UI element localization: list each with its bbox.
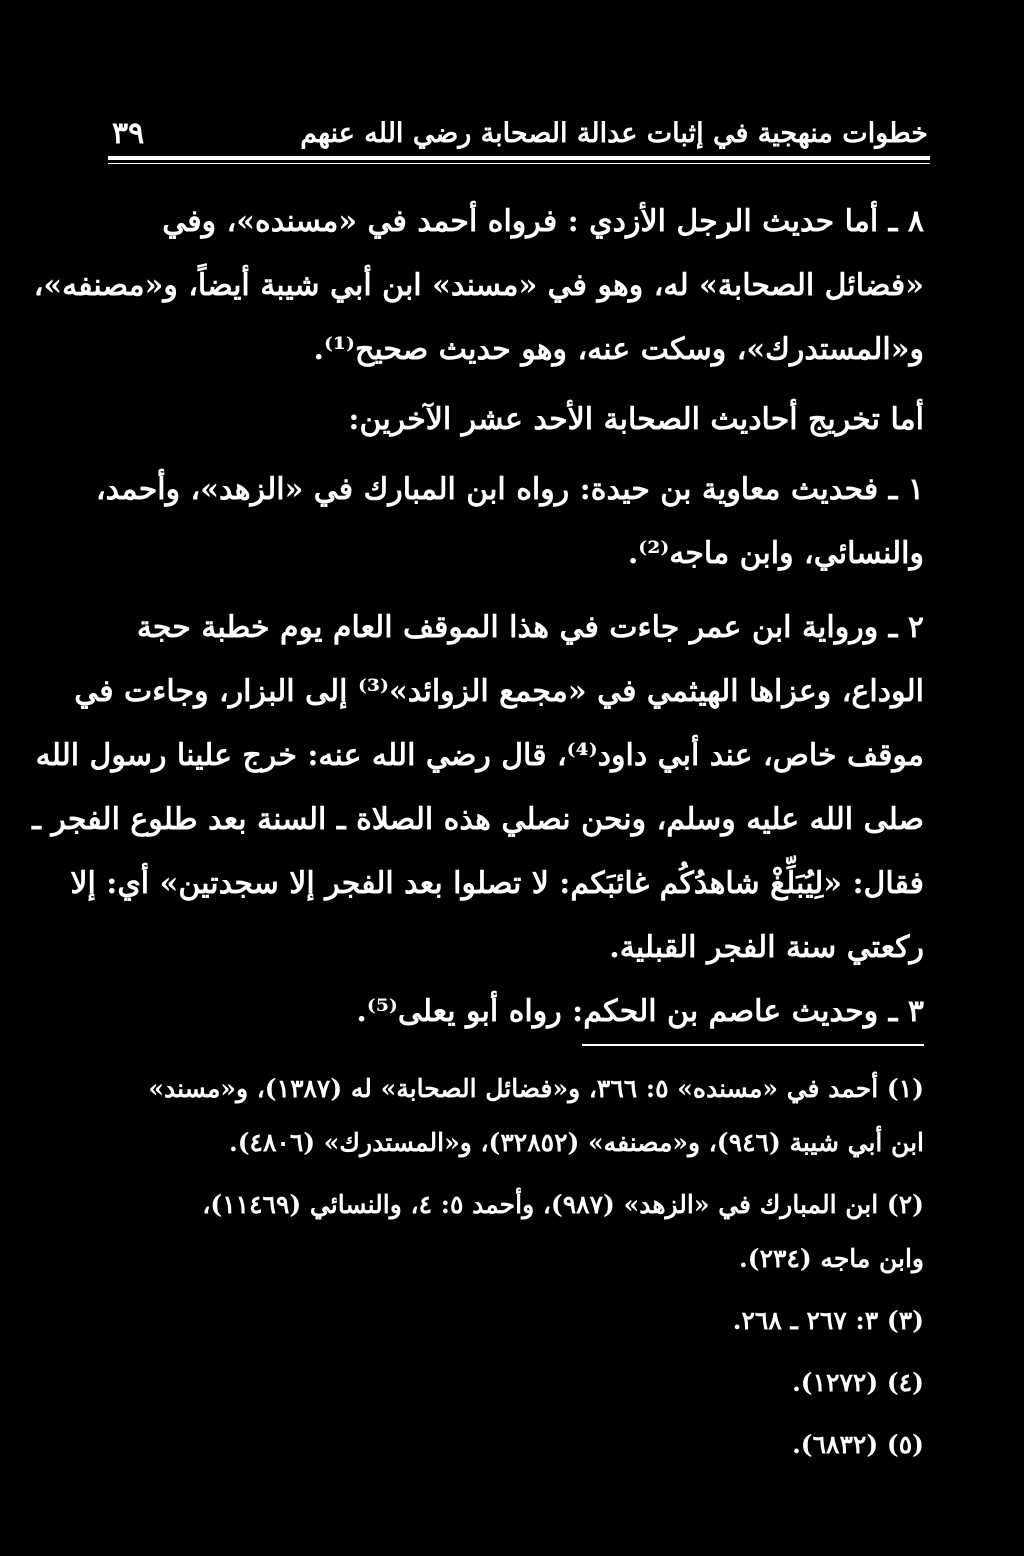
footnote-line: وابن ماجه (٢٣٤). [739,1244,924,1273]
body-line: ٣ ـ وحديث عاصم بن الحكم: رواه أبو يعلى⁽⁵⁾. [356,994,924,1029]
header-rule-thin [108,163,930,164]
body-line: ٢ ـ ورواية ابن عمر جاءت في هذا الموقف العام يوم خطبة حجة [136,610,924,645]
running-header [108,110,928,154]
body-line: ١ ـ فحديث معاوية بن حيدة: رواه ابن المبارك في «الزهد»، وأحمد، [95,472,924,507]
footnote-separator [582,1044,924,1046]
body-line: صلى الله عليه وسلم، ونحن نصلي هذه الصلاة ـ السنة بعد طلوع الفجر ـ [32,802,924,837]
footnotes [106,1062,924,1472]
page-number: ٣٩ [112,116,145,151]
body-line: أما تخريج أحاديث الصحابة الأحد عشر الآخرين: [348,402,924,437]
footnote-line: (٢) ابن المبارك في «الزهد» (٩٨٧)، وأحمد ٥: ٤، والنسائي (١١٤٦٩)، [202,1190,924,1219]
body-line: و«المستدرك»، وسكت عنه، وهو حديث صحيح⁽¹⁾. [313,332,924,367]
body-text [32,190,924,1044]
footnote-line: ابن أبي شيبة (٩٤٦)، و«مصنفه» (٣٢٨٥٢)، و«المستدرك» (٤٨٠٦). [228,1128,924,1157]
body-line: موقف خاص، عند أبي داود⁽⁴⁾، قال رضي الله عنه: خرج علينا رسول الله [35,738,924,773]
footnote-line: (١) أحمد في «مسنده» ٥: ٣٦٦، و«فضائل الصحابة» له (١٣٨٧)، و«مسند» [148,1074,924,1103]
body-line: والنسائي، وابن ماجه⁽²⁾. [627,536,924,571]
body-line: «فضائل الصحابة» له، وهو في «مسند» ابن أبي شيبة أيضاً، و«مصنفه»، [33,268,924,303]
footnote-line: (٣) ٣: ٢٦٧ ـ ٢٦٨. [732,1306,924,1335]
footnote-line: (٤) (١٢٧٢). [792,1368,924,1397]
body-line: فقال: «لِيُبَلِّغْ شاهدُكُم غائبَكم: لا تصلوا بعد الفجر إلا سجدتين» أي: إلا [70,866,924,901]
footnote-line: (٥) (٦٨٣٢). [792,1430,924,1459]
body-line: ٨ ـ أما حديث الرجل الأزدي : فرواه أحمد في «مسنده»، وفي [162,204,924,239]
header-title: خطوات منهجية في إثبات عدالة الصحابة رضي الله عنهم [300,118,928,149]
body-line: الوداع، وعزاها الهيثمي في «مجمع الزوائد»⁽³⁾ إلى البزار، وجاءت في [74,674,924,709]
header-rule [108,156,930,160]
body-line: ركعتي سنة الفجر القبلية. [609,930,924,965]
